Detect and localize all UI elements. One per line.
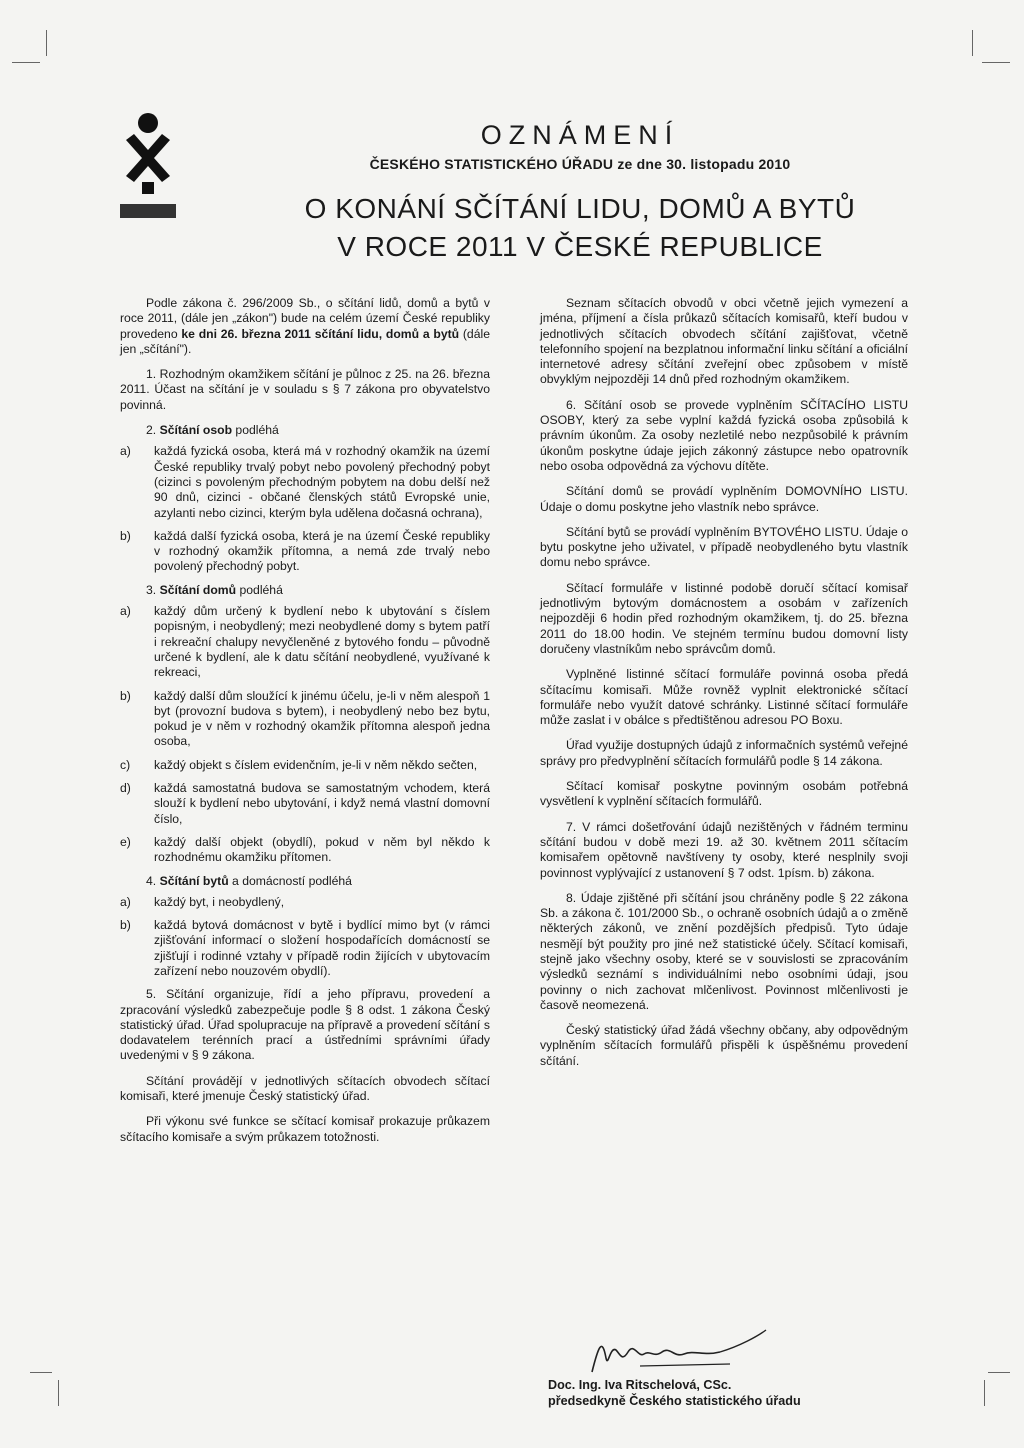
signatory-name: Doc. Ing. Iva Ritschelová, CSc.: [548, 1378, 732, 1392]
section-number: 4.: [146, 873, 160, 888]
notice-title: OZNÁMENÍ: [480, 120, 680, 150]
paragraph-data-sources: Úřad využije dostupných údajů z informačních systémů veřejné správy pro předvyplnění sčítacích formulářů podle § 14 zákona.: [540, 738, 908, 768]
intro-text-end: (dále jen „sčítání").: [120, 326, 490, 356]
paragraph-district-list: Seznam sčítacích obvodů v obci včetně jejich vymezení a jména, příjmení a čísla průkazů sčítacích komisařů, kteří budou v jednotlivých sčítacích obvodech sčítání zajišťovat, včetně telefonního spojení na bezplatnou informační linku sčítání a oficiální internetové adresy sčítání zveřejní obec způsobem v místě obvyklým nejpozději 14 dnů před rozhodným okamžikem.: [540, 296, 908, 387]
list-item: [120, 689, 490, 750]
crop-mark: [984, 1380, 985, 1406]
right-column: [540, 296, 908, 1079]
section-number: 2.: [146, 423, 160, 438]
paragraph-help: Sčítací komisař poskytne povinným osobám potřebná vysvětlení k vyplnění sčítacích formulářů.: [540, 779, 908, 809]
paragraph-7: 7. V rámci došetřování údajů nezištěných v řádném terminu sčítání budou v době mezi 19. až 30. květnem 2011 sčítacím komisařem opětovně navštíveny ty osoby, které nesplnily svoji povinnost vyplývající z ustanovení § 7 odst. 1písm. b) zákona.: [540, 819, 908, 880]
list-item-text: každý byt, i neobydlený,: [154, 894, 285, 909]
paragraph-houses: Sčítání domů se provádí vyplněním DOMOVNÍHO LISTU. Údaje o domu poskytne jeho vlastník nebo správce.: [540, 484, 908, 514]
paragraph-8: 8. Údaje zjištěné při sčítání jsou chráněny podle § 22 zákona Sb. a zákona č. 101/2000 Sb., o ochraně osobních údajů a o změně některých zákonů, ve znění pozdějších předpisů. Tyto údaje nesmějí být použity pro jiné než statistické účely. Sčítací komisaři, stejně jako všechny osoby, které se v souvislosti se zpracováním výsledků seznámí s individuálními nebo osobními údaji, jsou povinny o nich zachovat mlčenlivost. Povinnost mlčenlivosti je časově neomezená.: [540, 890, 908, 1012]
list-item-label: a): [120, 604, 131, 619]
list-item-label: a): [120, 444, 131, 459]
list-item: [120, 835, 490, 866]
list-item: [120, 895, 490, 910]
signatory-role: předsedkyně Českého statistického úřadu: [548, 1394, 801, 1408]
section-4-heading: [120, 874, 490, 889]
list-item: [120, 529, 490, 575]
intro-paragraph: [120, 296, 490, 357]
list-item-text: každá další fyzická osoba, která je na území České republiky v rozhodný okamžik přítomna, a nemá zde trvalý nebo povolený přechodný pobyt.: [154, 528, 490, 574]
section-number: 3.: [146, 582, 160, 597]
list-item-label: e): [120, 834, 131, 849]
list-item-label: b): [120, 918, 131, 933]
list-item-label: b): [120, 528, 131, 543]
intro-bold: ke dni 26. března 2011 sčítání lidu, domů a bytů: [181, 326, 460, 341]
crop-mark: [982, 62, 1010, 63]
list-item-label: c): [120, 757, 131, 772]
paragraph-identity: Při výkonu své funkce se sčítací komisař prokazuje průkazem sčítacího komisaře a svým průkazem totožnosti.: [120, 1114, 490, 1144]
main-title-line: O KONÁNÍ SČÍTÁNÍ LIDU, DOMŮ A BYTŮ: [304, 193, 856, 224]
left-column: [120, 296, 490, 1155]
paragraph-submission: Vyplněné listinné sčítací formuláře povinná osoba předá sčítacímu komisaři. Může rovněž vyplnit elektronické sčítací formuláře nebo využít datové schránky. Listinné sčítací formuláře může zaslat i v obálce s předtištěnou adresou PO Boxu.: [540, 667, 908, 728]
list-item-text: každá fyzická osoba, která má v rozhodný okamžik na území České republiky trvalý pobyt nebo povolený přechodný pobyt (cizinci s povoleným přechodným pobytem na dobu delší než 90 dnů, cizinci - občané členských států Evropské unie, azylanti nebo cizinci, kterým byla udělena dočasná ochrana),: [154, 444, 490, 520]
main-title: [200, 190, 960, 266]
section-bold: Sčítání domů: [159, 582, 237, 597]
section-rest: podléhá: [232, 423, 279, 438]
crop-mark: [12, 62, 40, 63]
list-item-label: d): [120, 781, 131, 796]
section-bold: Sčítání bytů: [159, 873, 229, 888]
list-item-text: každý dům určený k bydlení nebo k ubytování s číslem popisným, i neobydlený; mezi neobydlené domy s bytem patří i rekreační chalupy nevyčleněné z bytového fondu – původně určené k bydlení, ale k datu sčítání neobydlené, využívané k rekreaci,: [154, 604, 490, 680]
paragraph-closing: Český statistický úřad žádá všechny občany, aby odpovědným vyplněním sčítacích formulářů přispěli k úspěšnému provedení sčítání.: [540, 1023, 908, 1068]
section-2-heading: [120, 423, 490, 438]
list-item-label: b): [120, 688, 131, 703]
list-item: [120, 444, 490, 520]
list-item-text: každý další objekt (obydlí), pokud v něm byl někdo k rozhodnému okamžiku přítomen.: [154, 834, 490, 865]
header: [200, 118, 960, 172]
paragraph-delivery: Sčítací formuláře v listinné podobě doručí sčítací komisař jednotlivým bytovým domácnostem a osobám v zařízeních nejpozději 6 hodin před rozhodným okamžikem, tj. do 25. března 2011 do 18.00 hodin. Ve stejném termínu budou domovní listy doručeny vlastníkům nebo správcům domů.: [540, 580, 908, 656]
list-item: [120, 604, 490, 680]
crop-mark: [988, 1372, 1010, 1373]
crop-mark: [46, 30, 47, 56]
section-bold: Sčítání osob: [159, 423, 233, 438]
paragraph-6: 6. Sčítání osob se provede vyplněním SČÍTACÍHO LISTU OSOBY, který za sebe vyplní každá fyzická osoba způsobilá k právním úkonům. Za osoby nezletilé nebo nezpůsobilé k právním úkonům poskytne údaje jejich zákonný zástupce nebo opatrovník nebo osoba odpovědná za výchovu dítěte.: [540, 397, 908, 473]
crop-mark: [972, 30, 973, 56]
section-3-heading: [120, 583, 490, 598]
list-item-text: každý objekt s číslem evidenčním, je-li v něm někdo sečten,: [154, 757, 478, 772]
main-title-line: V ROCE 2011 V ČESKÉ REPUBLICE: [337, 231, 823, 262]
paragraph-commissioners: Sčítání provádějí v jednotlivých sčítacích obvodech sčítací komisaři, které jmenuje Český statistický úřad.: [120, 1073, 490, 1104]
section-rest: podléhá: [236, 582, 283, 597]
list-item-text: každý další dům sloužící k jinému účelu, je-li v něm alespoň 1 byt (provozní budova s bytem), i neobydlený nebo bez bytu, pokud je v něm v rozhodný okamžik přítomna alespoň jedna osoba,: [154, 688, 490, 749]
signature-block: [548, 1377, 908, 1409]
intro-text: Podle zákona č. 296/2009 Sb., o sčítání lidů, domů a bytů v roce 2011, (dále jen „zákon") bude na celém území České republiky provedeno: [120, 296, 490, 341]
crop-mark: [58, 1380, 59, 1406]
handwritten-signature: [580, 1328, 780, 1384]
list-item-label: a): [120, 894, 131, 909]
list-item: [120, 918, 490, 979]
list-item: [120, 758, 490, 773]
paragraph-5: 5. Sčítání organizuje, řídí a jeho přípravu, provedení a zpracování výsledků zabezpečuje podle § 8 odst. 1 zákona Český statistický úřad. Úřad spolupracuje na přípravě a provedení sčítání s dodavatelem terénních prací a ústředními správními úřady uvedenými v § 9 zákona.: [120, 987, 490, 1063]
list-item-text: každá bytová domácnost v bytě i bydlící mimo byt (v rámci zjišťování informací o složení hospodařících domácností se zjišťují i rodinné vztahy v případě rodin žijících v ubytovacím zařízení nebo nouzovém obydlí).: [154, 918, 490, 978]
csu-logo-icon: [120, 112, 180, 222]
list-item: [120, 781, 490, 827]
paragraph-flats: Sčítání bytů se provádí vyplněním BYTOVÉHO LISTU. Údaje o bytu poskytne jeho uživatel, v případě neobydleného bytu vlastník domu nebo správce.: [540, 524, 908, 570]
paragraph-1: 1. Rozhodným okamžikem sčítání je půlnoc z 25. na 26. března 2011. Účast na sčítání je v souladu s § 7 zákona pro obyvatelstvo povinná.: [120, 367, 490, 412]
notice-subtitle: ČESKÉHO STATISTICKÉHO ÚŘADU ze dne 30. listopadu 2010: [369, 156, 791, 172]
list-item-text: každá samostatná budova se samostatným vchodem, která slouží k bydlení nebo ubytování, i když nemá vlastní domovní číslo,: [154, 781, 490, 826]
section-rest: a domácností podléhá: [228, 873, 352, 888]
crop-mark: [30, 1372, 52, 1373]
